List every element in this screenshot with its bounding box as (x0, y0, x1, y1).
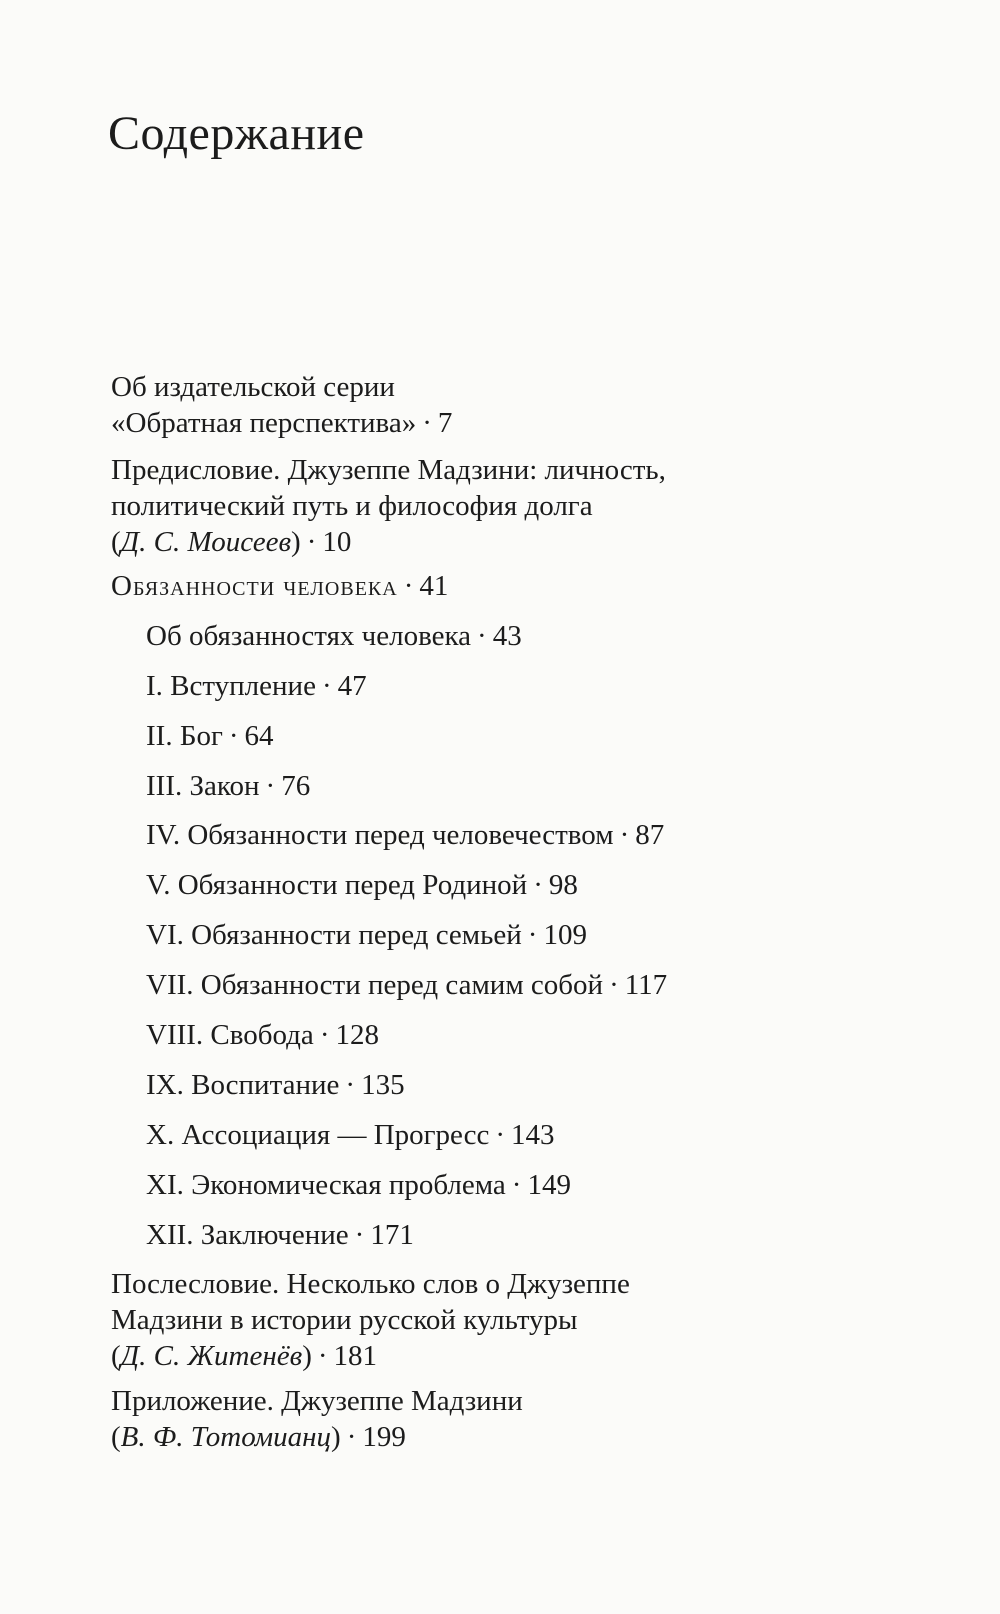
page-number: 87 (635, 819, 665, 851)
toc-entry-line: «Обратная перспектива» · 7 (111, 407, 453, 439)
page-number: 171 (370, 1219, 414, 1251)
toc-subentry: IV. Обязанности перед человечеством · 87 (146, 819, 665, 851)
page-number: 199 (362, 1421, 406, 1453)
page-number: 7 (437, 407, 453, 439)
separator-dot: · (228, 720, 239, 752)
separator-dot: · (527, 919, 538, 951)
toc-subentry: XII. Заключение · 171 (146, 1219, 414, 1251)
page-number: 43 (492, 620, 522, 652)
separator-dot: · (495, 1119, 506, 1151)
toc-subentry: XI. Экономическая проблема · 149 (146, 1169, 571, 1201)
page-number: 143 (511, 1119, 555, 1151)
page-number: 117 (624, 969, 668, 1001)
page-number: 10 (322, 526, 352, 558)
page-number: 64 (244, 720, 274, 752)
toc-subentry: Об обязанностях человека · 43 (146, 620, 522, 652)
toc-subentry: X. Ассоциация — Прогресс · 143 (146, 1119, 555, 1151)
separator-dot: · (317, 1340, 328, 1372)
page-number: 135 (361, 1069, 405, 1101)
separator-dot: · (533, 869, 543, 901)
toc-entry-line: политический путь и философия долга (111, 490, 593, 522)
separator-dot: · (422, 407, 432, 439)
page-number: 41 (419, 570, 449, 602)
separator-dot: · (619, 819, 630, 851)
author-name: В. Ф. Тотомианц (120, 1421, 332, 1453)
toc-subentry: II. Бог · 64 (146, 720, 274, 752)
separator-dot: · (354, 1219, 365, 1251)
toc-entry-line: Послесловие. Несколько слов о Джузеппе (111, 1268, 630, 1300)
page-number: 76 (281, 770, 311, 802)
page-number: 98 (548, 869, 578, 901)
toc-subentry: IX. Воспитание · 135 (146, 1069, 405, 1101)
toc-subentry: VIII. Свобода · 128 (146, 1019, 379, 1051)
page-number: 149 (527, 1169, 571, 1201)
author-name: Д. С. Житенёв (120, 1340, 303, 1372)
toc-entry-duties (111, 568, 448, 604)
toc-subentry: V. Обязанности перед Родиной · 98 (146, 869, 578, 901)
page-number: 109 (543, 919, 587, 951)
separator-dot: · (511, 1169, 522, 1201)
toc-entry-line: Об издательской серии (111, 371, 395, 403)
toc-entry-afterword (111, 1266, 630, 1374)
toc-entry-line: Предисловие. Джузеппе Мадзини: личность, (111, 454, 666, 486)
separator-dot: · (477, 620, 487, 652)
page-number: 47 (337, 670, 367, 702)
separator-dot: · (306, 526, 317, 558)
toc-entry-series (111, 369, 452, 441)
author-name: Д. С. Моисеев (120, 526, 292, 558)
page-title: Содержание (108, 107, 365, 160)
toc-entry-line: (В. Ф. Тотомианц) · 199 (111, 1421, 406, 1453)
separator-dot: · (609, 969, 619, 1001)
separator-dot: · (321, 670, 332, 702)
toc-subentry: I. Вступление · 47 (146, 670, 367, 702)
toc-entry-preface (111, 452, 666, 560)
toc-entry-line: (Д. С. Моисеев) · 10 (111, 526, 352, 558)
page-number: 128 (335, 1019, 379, 1051)
toc-subentry: VI. Обязанности перед семьей · 109 (146, 919, 587, 951)
toc-entry-appendix (111, 1383, 523, 1455)
page-number: 181 (333, 1340, 378, 1372)
separator-dot: · (319, 1019, 330, 1051)
toc-entry-line: (Д. С. Житенёв) · 181 (111, 1340, 378, 1372)
separator-dot: · (346, 1421, 357, 1453)
toc-subentry: VII. Обязанности перед самим собой · 117 (146, 969, 668, 1001)
separator-dot: · (403, 570, 414, 602)
toc-entry-line: Приложение. Джузеппе Мадзини (111, 1385, 523, 1417)
toc-entry-line: Мадзини в истории русской культуры (111, 1304, 578, 1336)
toc-entry-line: Обязанности человека · 41 (111, 570, 449, 602)
toc-subentry: III. Закон · 76 (146, 770, 311, 802)
separator-dot: · (345, 1069, 356, 1101)
separator-dot: · (265, 770, 276, 802)
